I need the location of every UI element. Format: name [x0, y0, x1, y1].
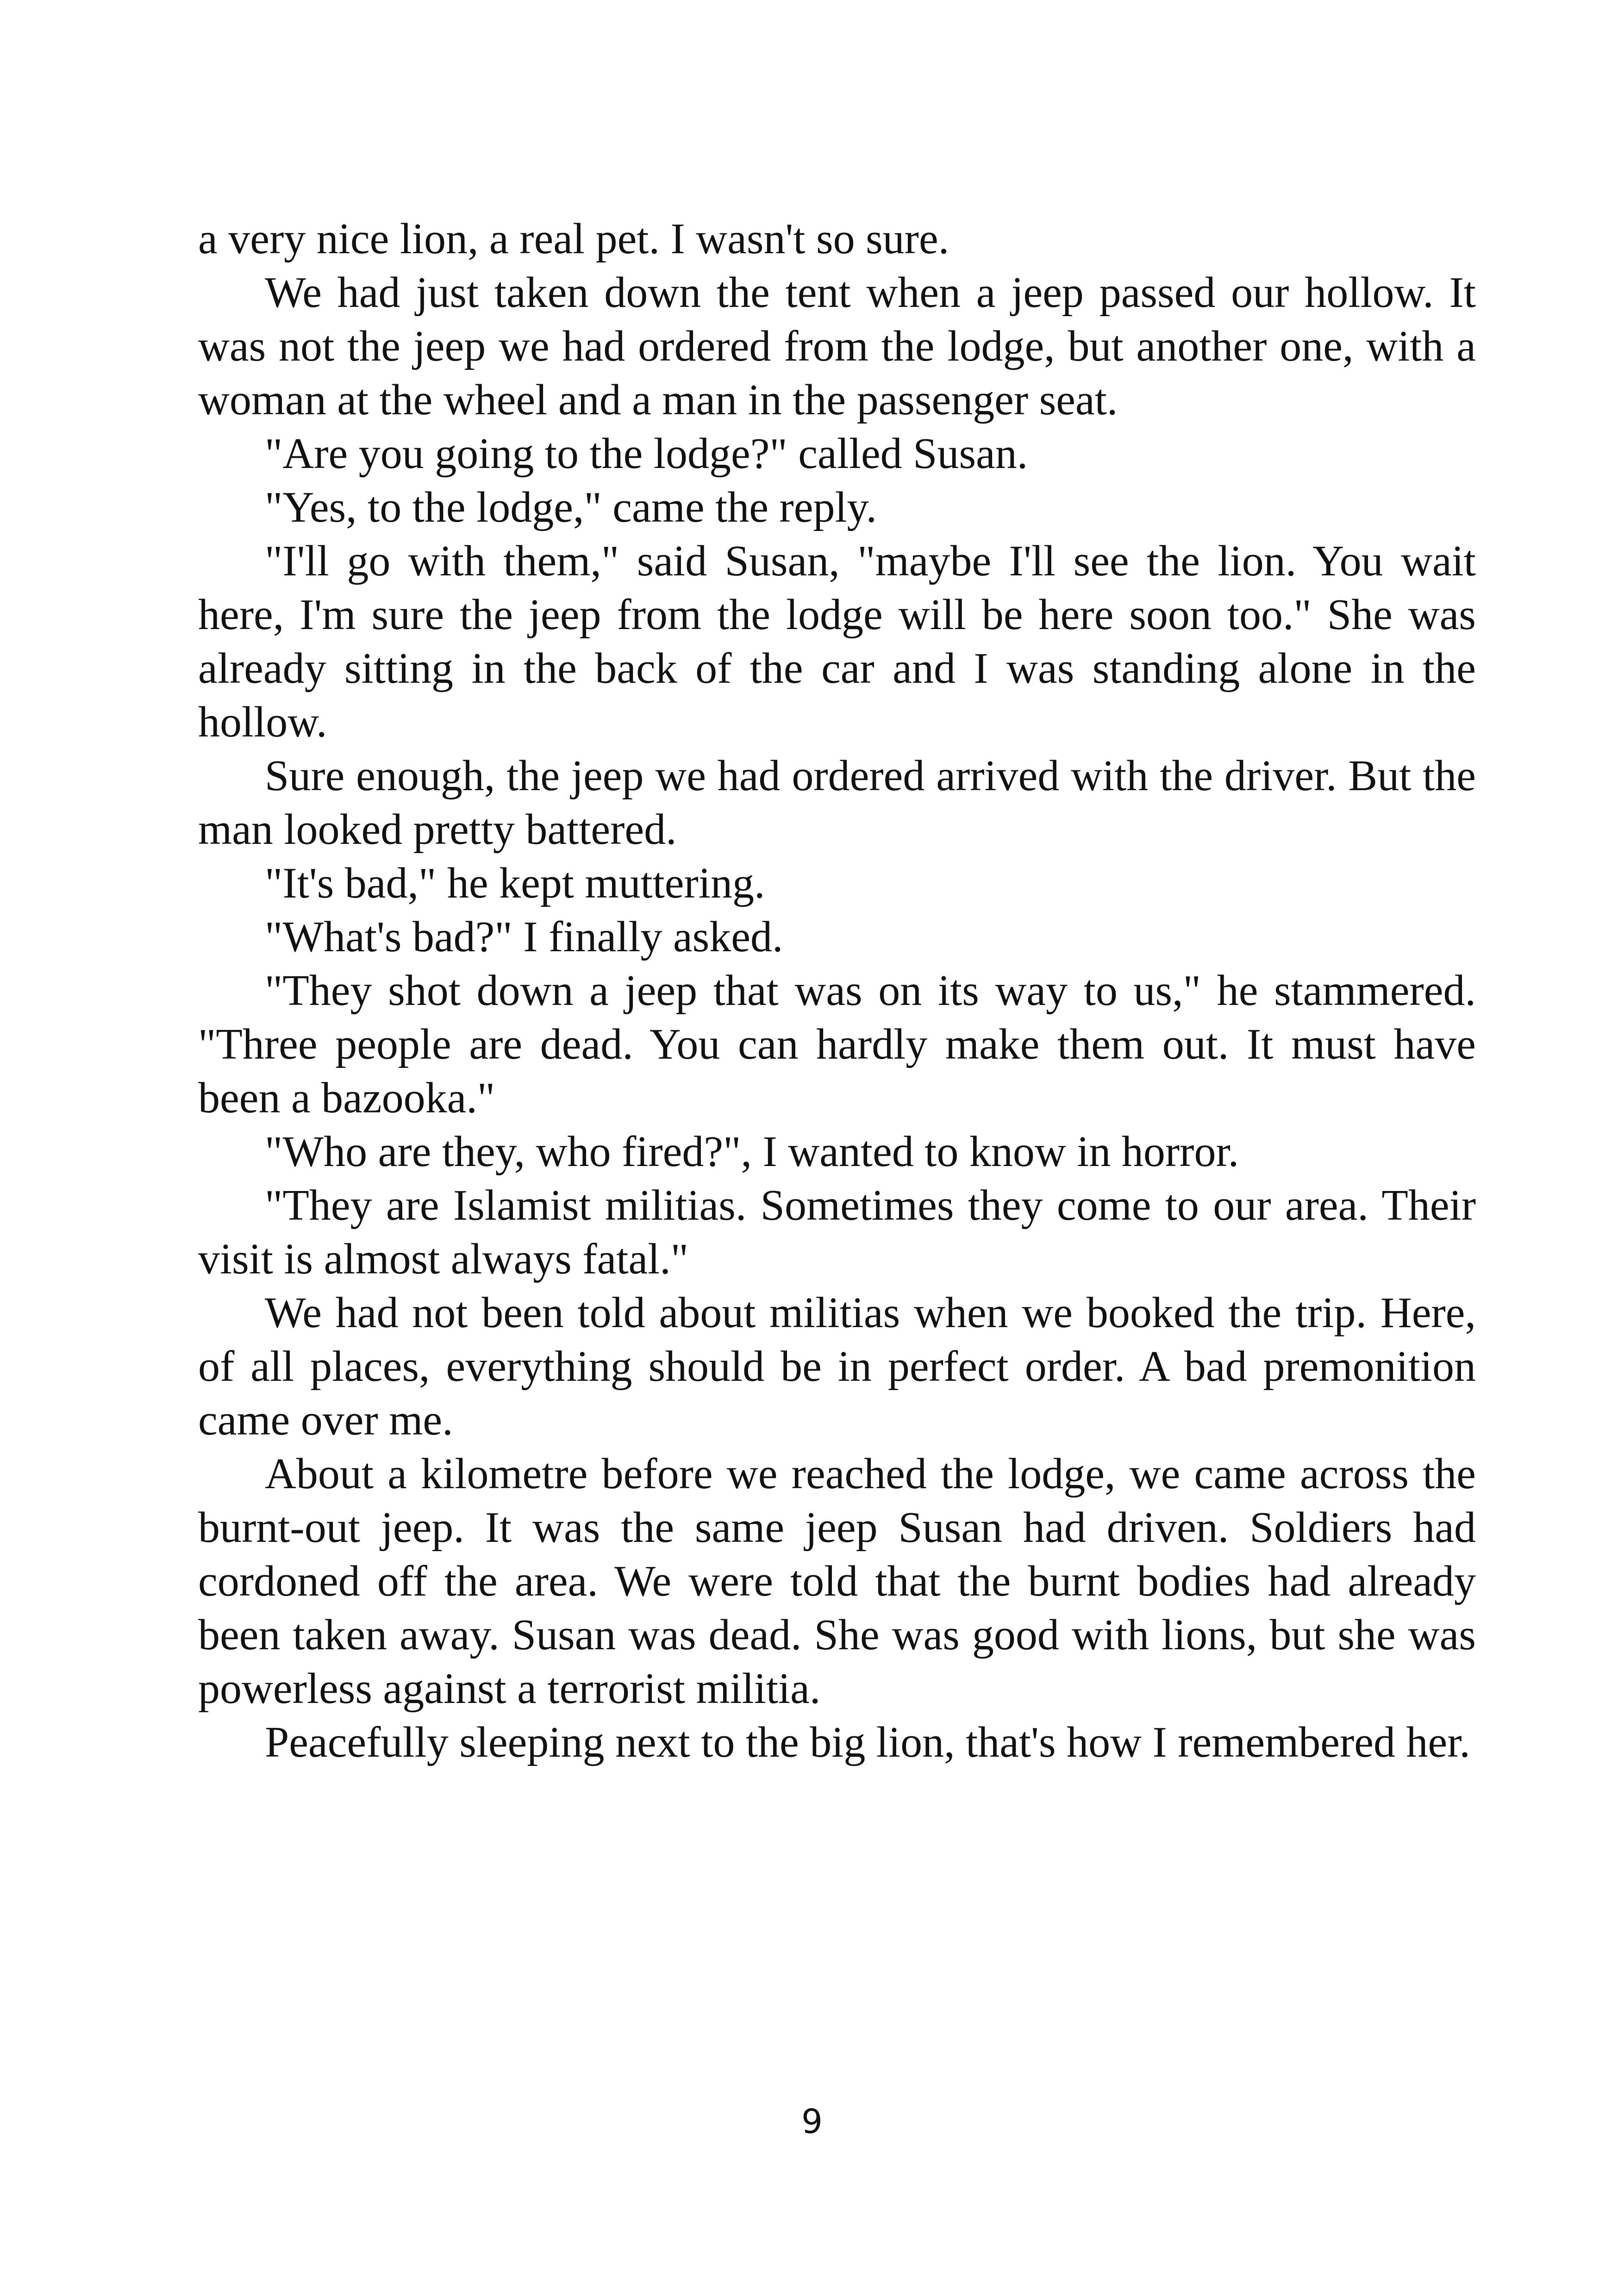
paragraph-premonition: We had not been told about militias when we booked the trip. Here, of all places, everything should be in perfect order. A bad premonition came over me. [198, 1289, 1476, 1444]
page-number: 9 [801, 2102, 823, 2141]
paragraph-reply: "Yes, to the lodge," came the reply. [265, 483, 877, 531]
paragraph-burnt-jeep: About a kilometre before we reached the lodge, we came across the burnt-out jeep. It was the same jeep Susan had driven. Soldiers had cordoned off the area. We were told that the burnt bodies had already been taken away. Susan was dead. She was good with lions, but she was powerless against a terrorist militia. [198, 1450, 1476, 1713]
paragraph-susan-leaves: "I'll go with them," said Susan, "maybe I'll see the lion. You wait here, I'm sure the jeep from the lodge will be here soon too." She was already sitting in the back of the car and I was standing alone in the hollow. [198, 537, 1476, 746]
paragraph-continuation: a very nice lion, a real pet. I wasn't so sure. [198, 215, 949, 263]
paragraph-whats-bad: "What's bad?" I finally asked. [265, 913, 783, 961]
paragraph-driver-arrives: Sure enough, the jeep we had ordered arrived with the driver. But the man looked pretty battered. [198, 752, 1476, 854]
paragraph-who-fired: "Who are they, who fired?", I wanted to know in horror. [265, 1128, 1239, 1176]
paragraph-susan-calls: "Are you going to the lodge?" called Susan. [265, 430, 1028, 478]
body-text [198, 212, 1476, 1769]
paragraph-its-bad: "It's bad," he kept muttering. [265, 859, 765, 907]
paragraph-militias: "They are Islamist militias. Sometimes they come to our area. Their visit is almost always fatal." [198, 1181, 1476, 1283]
paragraph-tent-taken-down: We had just taken down the tent when a jeep passed our hollow. It was not the jeep we had ordered from the lodge, but another one, with a woman at the wheel and a man in the passenger seat. [198, 268, 1476, 424]
paragraph-jeep-shot: "They shot down a jeep that was on its way to us," he stammered. "Three people are dead. You can hardly make them out. It must have been a bazooka." [198, 967, 1476, 1122]
paragraph-remembered: Peacefully sleeping next to the big lion, that's how I remembered her. [265, 1718, 1470, 1766]
